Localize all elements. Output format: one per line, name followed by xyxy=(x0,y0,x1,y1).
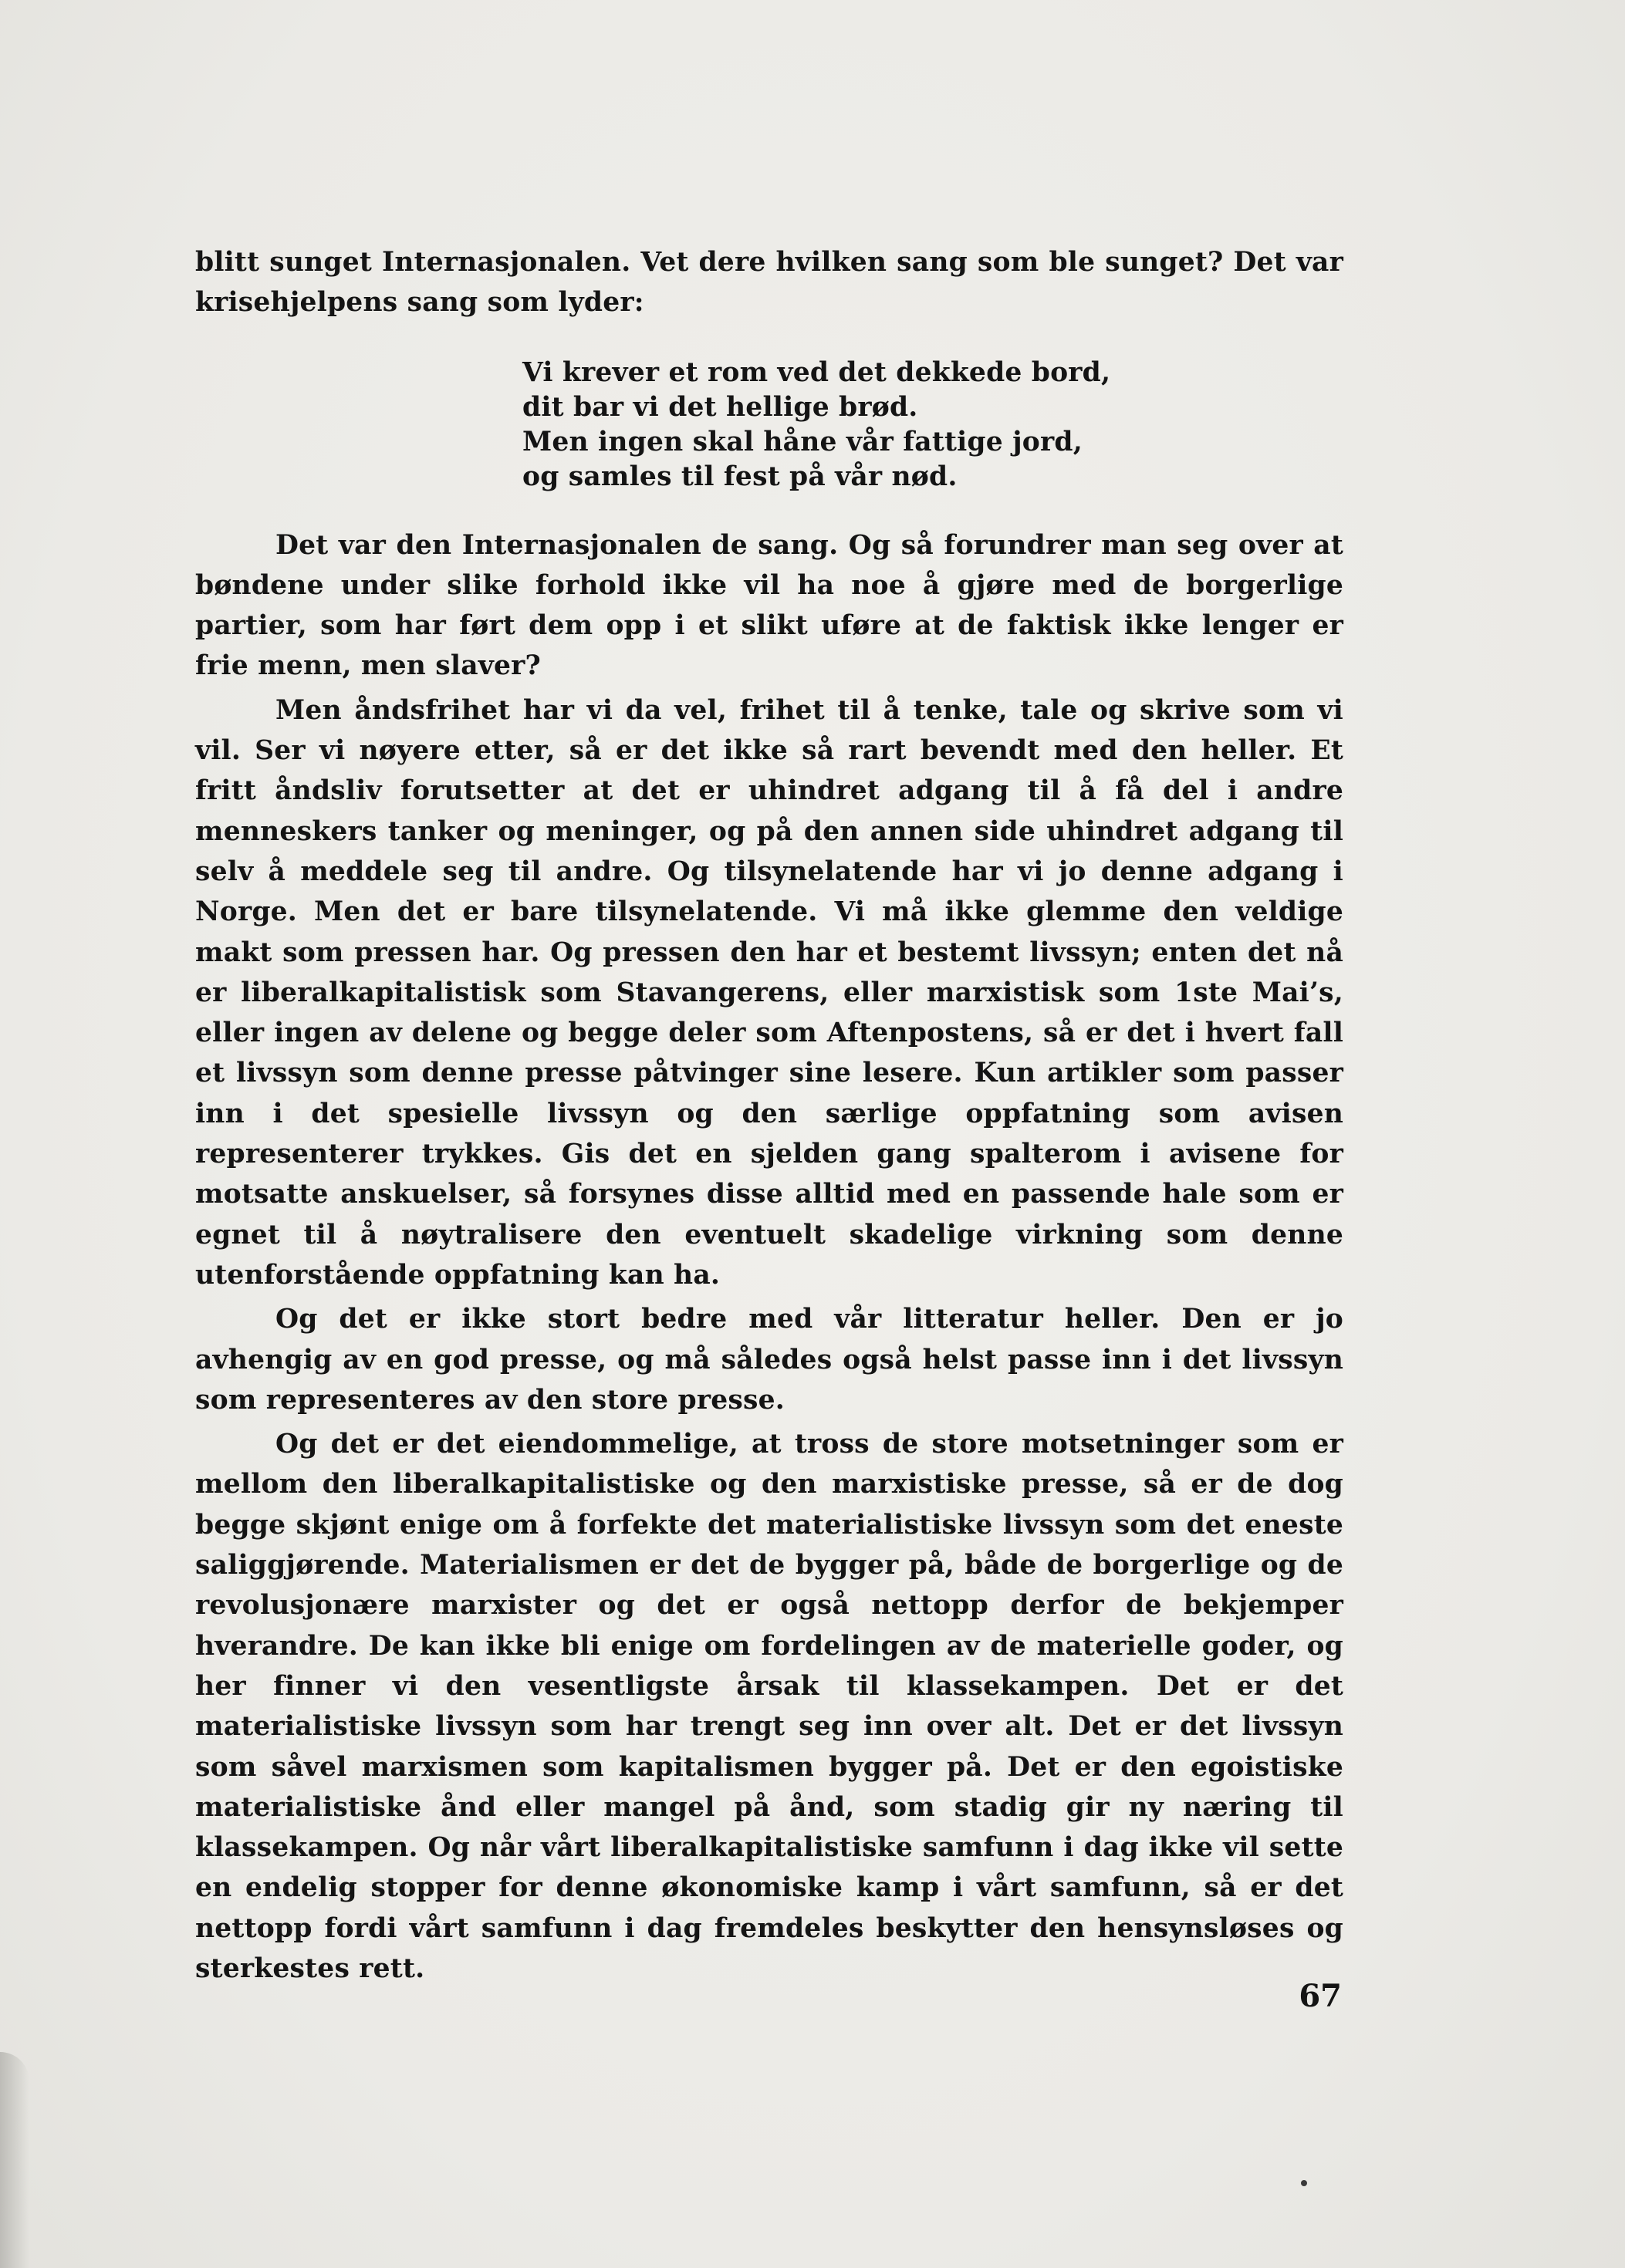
page-edge-shadow xyxy=(0,2052,29,2268)
verse-line: og samles til fest på vår nød. xyxy=(522,461,958,492)
ink-speck xyxy=(1301,2180,1307,2186)
paragraph: Og det er ikke stort bedre med vår litteratur heller. Den er jo avhengig av en god presse, og må således også helst passe inn i det livssyn som representeres av den store presse. xyxy=(195,1304,1343,1416)
paragraph: Og det er det eiendommelige, at tross de store motsetninger som er mellom den liberalkapitalistiske og den marxistiske presse, så er de dog begge skjønt enige om å forfekte det materialistiske livssyn som det eneste saliggjørende. Materialismen er det de bygger på, både de borgerlige og de revolusjonære marxister og det er også nettopp derfor de bekjemper hverandre. De kan ikke bli enige om fordelingen av de materielle goder, og her finner vi den vesentligste årsak til klassekampen. Det er det materialistiske livssyn som har trengt seg inn over alt. Det er det livssyn som såvel marxismen som kapitalismen bygger på. Det er den egoistiske materialistiske ånd eller mangel på ånd, som stadig gir ny næring til klassekampen. Og når vårt liberalkapitalistiske samfunn i dag ikke vil sette en endelig stopper for denne økonomiske kamp i vårt samfunn, så er det nettopp fordi vårt samfunn i dag fremdeles beskytter den hensynsløses og sterkestes rett. xyxy=(195,1429,1343,1984)
verse-line: dit bar vi det hellige brød. xyxy=(522,391,918,423)
verse-block xyxy=(522,356,1343,494)
body-text xyxy=(195,242,1343,1989)
paragraph-continuation: blitt sunget Internasjonalen. Vet dere hvilken sang som ble sunget? Det var krisehjelpens sang som lyder: xyxy=(195,247,1343,319)
paragraph: Men åndsfrihet har vi da vel, frihet til å tenke, tale og skrive som vi vil. Ser vi nøyere etter, så er det ikke så rart bevendt med den heller. Et fritt åndsliv forutsetter at det er uhindret adgang til å få del i andre menneskers tanker og meninger, og på den annen side uhindret adgang til selv å meddele seg til andre. Og tilsynelatende har vi jo denne adgang i Norge. Men det er bare tilsynelatende. Vi må ikke glemme den veldige makt som pressen har. Og pressen den har et bestemt livssyn; enten det nå er liberalkapitalistisk som Stavangerens, eller marxistisk som 1ste Mai’s, eller ingen av delene og begge deler som Aftenpostens, så er det i hvert fall et livssyn som denne presse påtvinger sine lesere. Kun artikler som passer inn i det spesielle livssyn og den særlige oppfatning som avisen representerer trykkes. Gis det en sjelden gang spalterom i avisene for motsatte anskuelser, så forsynes disse alltid med en passende hale som er egnet til å nøytralisere den eventuelt skadelige virkning som denne utenforstående oppfatning kan ha. xyxy=(195,694,1343,1291)
verse-line: Men ingen skal håne vår fattige jord, xyxy=(522,426,1083,457)
page-number: 67 xyxy=(1299,1978,1342,2014)
paragraph: Det var den Internasjonalen de sang. Og så forundrer man seg over at bøndene under slike forhold ikke vil ha noe å gjøre med de borgerlige partier, som har ført dem opp i et slikt uføre at de faktisk ikke lenger er frie menn, men slaver? xyxy=(195,529,1343,682)
verse-line: Vi krever et rom ved det dekkede bord, xyxy=(522,356,1111,388)
